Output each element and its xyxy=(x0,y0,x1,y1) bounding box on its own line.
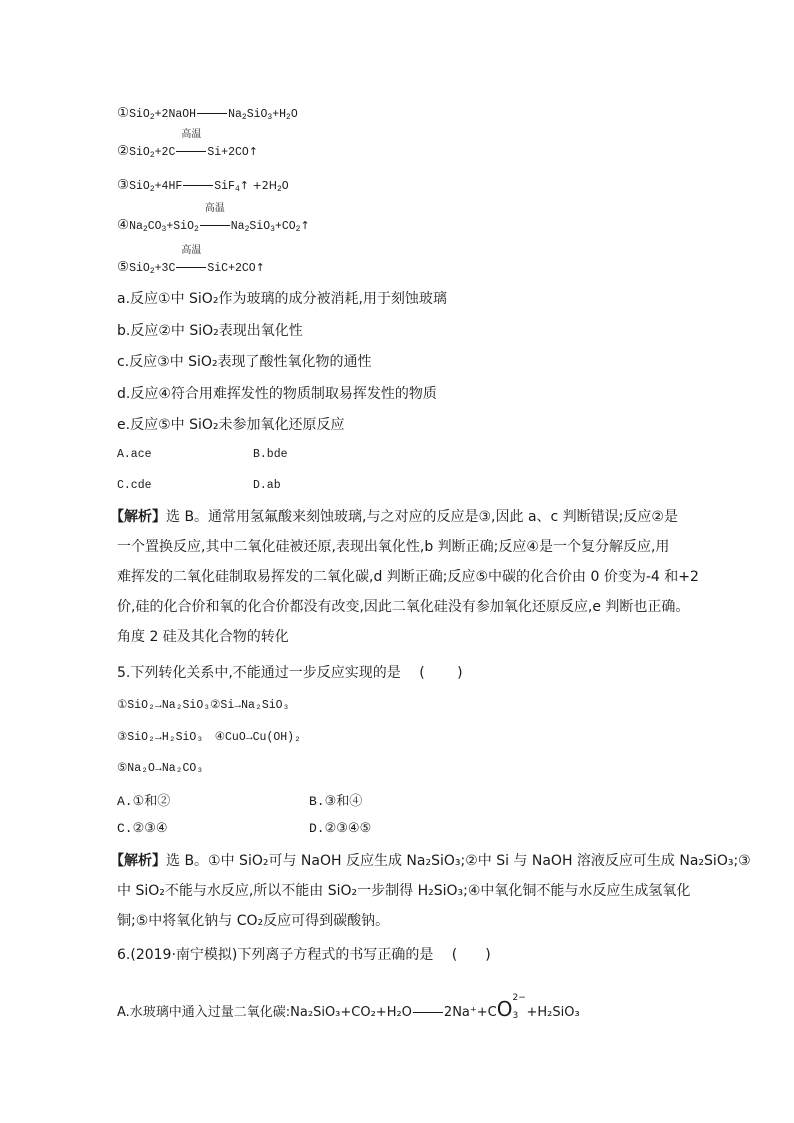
option-a: A.ace xyxy=(117,448,152,461)
q5-option-c: C.②③④ xyxy=(117,821,168,836)
option-d: D.ab xyxy=(253,479,281,492)
reaction-4: $④Na_2CO_3+SiO_2$ 高温 $Na_2SiO_3+CO_2↑$ xyxy=(117,203,310,234)
reaction-1: ①SiO$_2$+2NaOH $Na_2SiO_3+H_2O$ xyxy=(117,105,298,122)
equals-bar xyxy=(197,113,227,114)
question-5-stem: 5.下列转化关系中,不能通过一步反应实现的是 ( ) xyxy=(117,665,463,681)
option-b: B.bde xyxy=(253,448,288,461)
section-heading: 角度 2 硅及其化合物的转化 xyxy=(117,629,289,645)
reaction-2: ②SiO$_2$+2C 高温 Si+2CO↑ xyxy=(117,129,258,160)
statements xyxy=(117,284,687,441)
question-5 xyxy=(117,658,687,688)
q6-option-a: A.水玻璃中通入过量二氧化碳:Na₂SiO₃+CO₂+H₂O 2Na⁺+CO 2− 3 +H₂SiO₃ xyxy=(117,993,580,1021)
statement-c: c.反应③中 SiO₂表现了酸性氧化物的通性 xyxy=(117,354,372,370)
condition-high-temp: 高温 xyxy=(175,260,207,278)
reaction-3: ③SiO$_2$+4HF SiF$_4$↑ $+2H_2O$ xyxy=(117,177,289,194)
ion-charge: 2− 3 xyxy=(512,993,526,1021)
reaction-5: ⑤SiO$_2$+3C 高温 SiC+2CO↑ xyxy=(117,245,265,276)
analysis-1: 【解析】选 B。通常用氢氟酸来刻蚀玻璃,与之对应的反应是③,因此 a、c 判断错误;反应②是 一个置换反应,其中二氧化硅被还原,表现出氧化性,b 判断正确;反应④是一个复分解反应,用 难挥发的二氧化硅制取易挥发的二氧化碳,d 判断正确;反应⑤中碳的化合价由 0 价变为-4 和+2 价,硅的化合价和氧的化合价都没有改变,因此二氧化硅没有参加氧化还原反应,e 判断也正确。 角度 2 硅及其化合物的转化 xyxy=(110,502,680,652)
analysis-tag: 【解析】 xyxy=(110,509,166,525)
option-c: C.cde xyxy=(117,479,152,492)
analysis-tag: 【解析】 xyxy=(110,853,166,869)
q5-option-d: D.②③④⑤ xyxy=(309,821,372,836)
question-6 xyxy=(117,940,687,970)
q5-item-1: ①SiO₂→Na₂SiO₃②Si→Na₂SiO₃ xyxy=(117,699,290,712)
q5-item-2: ③SiO₂→H₂SiO₃ ④CuO→Cu(OH)₂ xyxy=(117,731,301,744)
statement-b: b.反应②中 SiO₂表现出氧化性 xyxy=(117,323,303,339)
q5-option-a: A.①和② xyxy=(117,794,171,809)
equals-bar xyxy=(183,185,213,186)
question-6-stem: 6.(2019·南宁模拟)下列离子方程式的书写正确的是 ( ) xyxy=(117,947,491,963)
equals-bar xyxy=(413,1012,443,1013)
statement-e: e.反应⑤中 SiO₂未参加氧化还原反应 xyxy=(117,417,345,433)
statement-a: a.反应①中 SiO₂作为玻璃的成分被消耗,用于刻蚀玻璃 xyxy=(117,291,447,307)
statement-d: d.反应④符合用难挥发性的物质制取易挥发性的物质 xyxy=(117,386,437,402)
condition-high-temp: 高温 xyxy=(199,218,231,236)
q5-option-b: B.③和④ xyxy=(309,794,363,809)
analysis-2: 【解析】选 B。①中 SiO₂可与 NaOH 反应生成 Na₂SiO₃;②中 Si 与 NaOH 溶液反应可生成 Na₂SiO₃;③ 中 SiO₂不能与水反应,所以不能由 SiO₂一步制得 H₂SiO₃;④中氧化铜不能与水反应生成氢氧化 铜;⑤中将氧化钠与 CO₂反应可得到碳酸钠。 xyxy=(110,853,751,929)
condition-high-temp: 高温 xyxy=(175,144,207,162)
q5-item-3: ⑤Na₂O→Na₂CO₃ xyxy=(117,762,204,775)
